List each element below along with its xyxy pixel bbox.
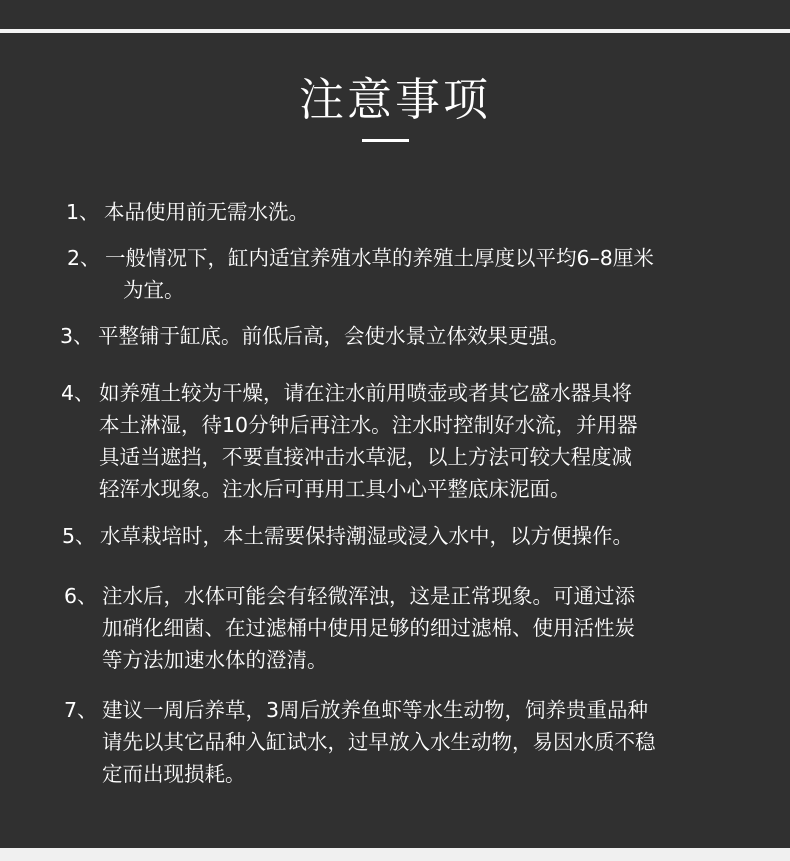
list-item [67,242,747,306]
list-item [64,694,774,790]
item-number: 4、 [61,381,95,405]
bottom-strip [0,848,790,861]
item-number: 2、 [67,246,101,270]
item-text: 建议一周后养草，3周后放养鱼虾等水生动物，饲养贵重品种 [102,698,649,722]
item-number: 1、 [66,200,100,224]
item-text: 水草栽培时，本土需要保持潮湿或浸入水中，以方便操作。 [100,524,633,548]
item-text: 等方法加速水体的澄清。 [102,648,328,672]
item-text: 具适当遮挡，不要直接冲击水草泥，以上方法可较大程度减 [99,445,632,469]
item-text: 平整铺于缸底。前低后高，会使水景立体效果更强。 [98,324,570,348]
item-text: 本土淋湿，待10分钟后再注水。注水时控制好水流，并用器 [99,413,638,437]
item-number: 5、 [62,524,96,548]
item-text: 为宜。 [123,278,185,302]
page-title: 注意事项 [298,73,491,126]
item-text: 加硝化细菌、在过滤桶中使用足够的细过滤棉、使用活性炭 [102,616,635,640]
list-item [66,196,746,228]
list-item [60,320,740,352]
list-item [64,580,764,676]
item-text: 定而出现损耗。 [102,762,246,786]
item-number: 7、 [64,698,98,722]
list-item [62,520,762,552]
item-text: 请先以其它品种入缸试水，过早放入水生动物，易因水质不稳 [102,730,656,754]
item-text: 轻浑水现象。注水后可再用工具小心平整底床泥面。 [99,477,571,501]
item-text: 本品使用前无需水洗。 [104,200,309,224]
list-item [61,377,761,505]
item-text: 注水后，水体可能会有轻微浑浊，这是正常现象。可通过添 [102,584,635,608]
item-text: 一般情况下，缸内适宜养殖水草的养殖土厚度以平均6–8厘米 [105,246,654,270]
top-divider [0,29,790,33]
title-underline [362,139,409,142]
item-text: 如养殖土较为干燥，请在注水前用喷壶或者其它盛水器具将 [99,381,632,405]
item-number: 6、 [64,584,98,608]
item-number: 3、 [60,324,94,348]
